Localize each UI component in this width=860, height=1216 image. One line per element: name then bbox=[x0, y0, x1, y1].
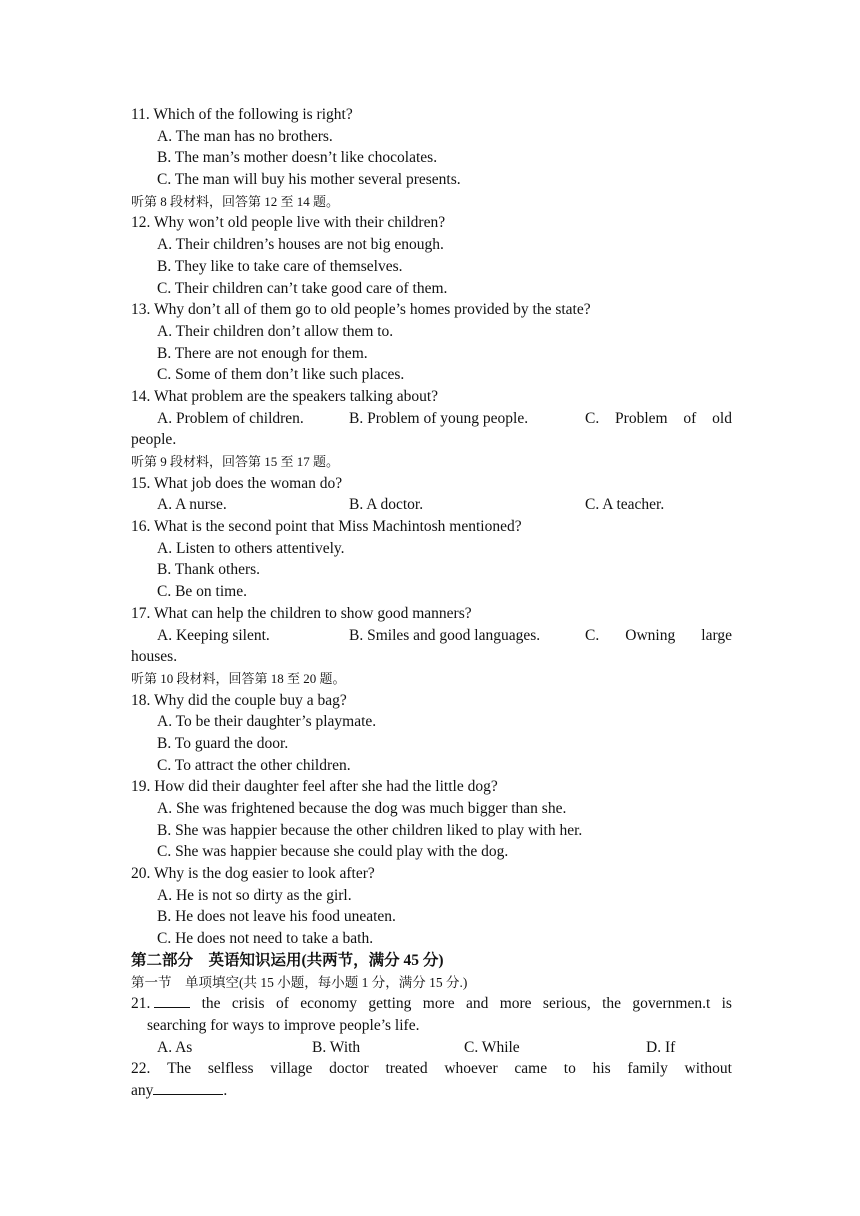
option: C. Their children can’t take good care of them. bbox=[157, 279, 448, 297]
answer-blank bbox=[153, 1080, 223, 1095]
section-instruction: 听第 9 段材料，回答第 15 至 17 题。 bbox=[131, 454, 340, 469]
option: A. Problem of children. bbox=[157, 409, 304, 427]
word: crisis bbox=[231, 995, 265, 1013]
section-instruction: 听第 8 段材料，回答第 12 至 14 题。 bbox=[131, 193, 340, 209]
word: serious, bbox=[542, 995, 591, 1013]
stem-continuation: searching for ways to improve people’s life. bbox=[147, 1016, 420, 1034]
option: B. There are not enough for them. bbox=[157, 344, 368, 362]
option: C. Some of them don’t like such places. bbox=[157, 366, 405, 384]
option: A. She was frightened because the dog was much bigger than she. bbox=[157, 800, 567, 817]
question-stem: 18. Why did the couple buy a bag? bbox=[131, 691, 347, 709]
option-row bbox=[131, 408, 732, 430]
word: more bbox=[422, 995, 455, 1013]
option: A. He is not so dirty as the girl. bbox=[157, 886, 352, 904]
option: A. Listen to others attentively. bbox=[157, 539, 345, 557]
word: getting bbox=[368, 995, 412, 1013]
word: whoever bbox=[444, 1060, 498, 1078]
question-stem: 13. Why don’t all of them go to old people’s homes provided by the state? bbox=[131, 301, 591, 319]
option: B. He does not leave his food uneaten. bbox=[157, 908, 396, 926]
word: family bbox=[627, 1060, 668, 1078]
option: A. A nurse. bbox=[157, 496, 227, 514]
word: of bbox=[275, 995, 289, 1013]
exam-page bbox=[131, 104, 732, 1102]
option-row bbox=[131, 625, 732, 647]
question-stem: 11. Which of the following is right? bbox=[131, 106, 353, 123]
word: Owning bbox=[625, 626, 676, 644]
option-continuation: people. bbox=[131, 431, 177, 449]
word: more bbox=[499, 995, 532, 1013]
word: the bbox=[602, 995, 621, 1013]
option: C. While bbox=[464, 1038, 520, 1056]
word: of bbox=[683, 409, 697, 427]
word: village bbox=[270, 1060, 313, 1078]
option: A. To be their daughter’s playmate. bbox=[157, 713, 377, 731]
question-stem: 12. Why won’t old people live with their children? bbox=[131, 214, 446, 232]
word: came bbox=[514, 1060, 548, 1078]
word: doctor bbox=[329, 1060, 369, 1078]
option: A. Their children don’t allow them to. bbox=[157, 322, 394, 340]
option: C. A teacher. bbox=[585, 496, 665, 514]
question-number: 21. bbox=[131, 993, 190, 1015]
option-continuation: houses. bbox=[131, 648, 178, 666]
word: any bbox=[131, 1081, 154, 1099]
option: B. A doctor. bbox=[349, 496, 424, 514]
word: without bbox=[684, 1060, 732, 1078]
option-row bbox=[131, 1037, 732, 1059]
word: C. bbox=[585, 409, 600, 427]
option: A. As bbox=[157, 1038, 193, 1056]
option: A. Their children’s houses are not big enough. bbox=[157, 236, 444, 254]
word: old bbox=[712, 409, 732, 427]
question-stem: 17. What can help the children to show good manners? bbox=[131, 604, 472, 622]
section-heading: 第一节 单项填空(共 15 小题，每小题 1 分，满分 15 分.) bbox=[131, 974, 468, 990]
option: C. She was happier because she could play with the dog. bbox=[157, 843, 509, 861]
word: treated bbox=[385, 1060, 428, 1078]
stem-continuation bbox=[131, 1080, 732, 1102]
question-stem: 19. How did their daughter feel after she had the little dog? bbox=[131, 778, 498, 796]
option: B. Problem of young people. bbox=[349, 409, 529, 427]
question-stem: 14. What problem are the speakers talking about? bbox=[131, 387, 439, 405]
word: Problem bbox=[615, 409, 668, 427]
word: C. bbox=[585, 626, 600, 644]
answer-blank bbox=[154, 993, 190, 1008]
word: large bbox=[701, 626, 732, 644]
option: C. He does not need to take a bath. bbox=[157, 930, 374, 948]
word: the bbox=[201, 995, 221, 1013]
option: D. If bbox=[646, 1038, 676, 1056]
option: B. Thank others. bbox=[157, 561, 261, 579]
option: A. Keeping silent. bbox=[157, 626, 270, 644]
word: his bbox=[592, 1060, 611, 1078]
option: B. With bbox=[312, 1038, 361, 1056]
question-stem: 16. What is the second point that Miss Machintosh mentioned? bbox=[131, 518, 522, 536]
option: C. Be on time. bbox=[157, 583, 247, 601]
question-stem bbox=[131, 1058, 732, 1080]
section-instruction: 听第 10 段材料，回答第 18 至 20 题。 bbox=[131, 670, 346, 686]
part-heading: 第二部分 英语知识运用(共两节，满分 45 分) bbox=[131, 951, 444, 969]
word: The bbox=[167, 1060, 192, 1078]
option: B. They like to take care of themselves. bbox=[157, 257, 403, 275]
question-stem: 20. Why is the dog easier to look after? bbox=[131, 865, 375, 883]
option: B. To guard the door. bbox=[157, 734, 289, 752]
question-stem: 15. What job does the woman do? bbox=[131, 474, 343, 492]
option: B. She was happier because the other children liked to play with her. bbox=[157, 821, 583, 839]
option: B. The man’s mother doesn’t like chocolates. bbox=[157, 149, 438, 167]
option-row bbox=[131, 494, 732, 516]
word: is bbox=[721, 995, 732, 1013]
word: and bbox=[465, 995, 489, 1013]
option bbox=[585, 625, 732, 647]
option: A. The man has no brothers. bbox=[157, 127, 333, 145]
option: C. To attract the other children. bbox=[157, 756, 351, 774]
option bbox=[585, 408, 732, 430]
question-stem bbox=[131, 993, 732, 1015]
word: to bbox=[563, 1060, 576, 1078]
option: B. Smiles and good languages. bbox=[349, 626, 541, 644]
word: economy bbox=[300, 995, 358, 1013]
option: C. The man will buy his mother several presents. bbox=[157, 171, 461, 189]
word: governmen.t bbox=[632, 995, 711, 1013]
punctuation: . bbox=[223, 1081, 228, 1099]
word: 22. bbox=[131, 1060, 151, 1078]
word: selfless bbox=[207, 1060, 254, 1078]
